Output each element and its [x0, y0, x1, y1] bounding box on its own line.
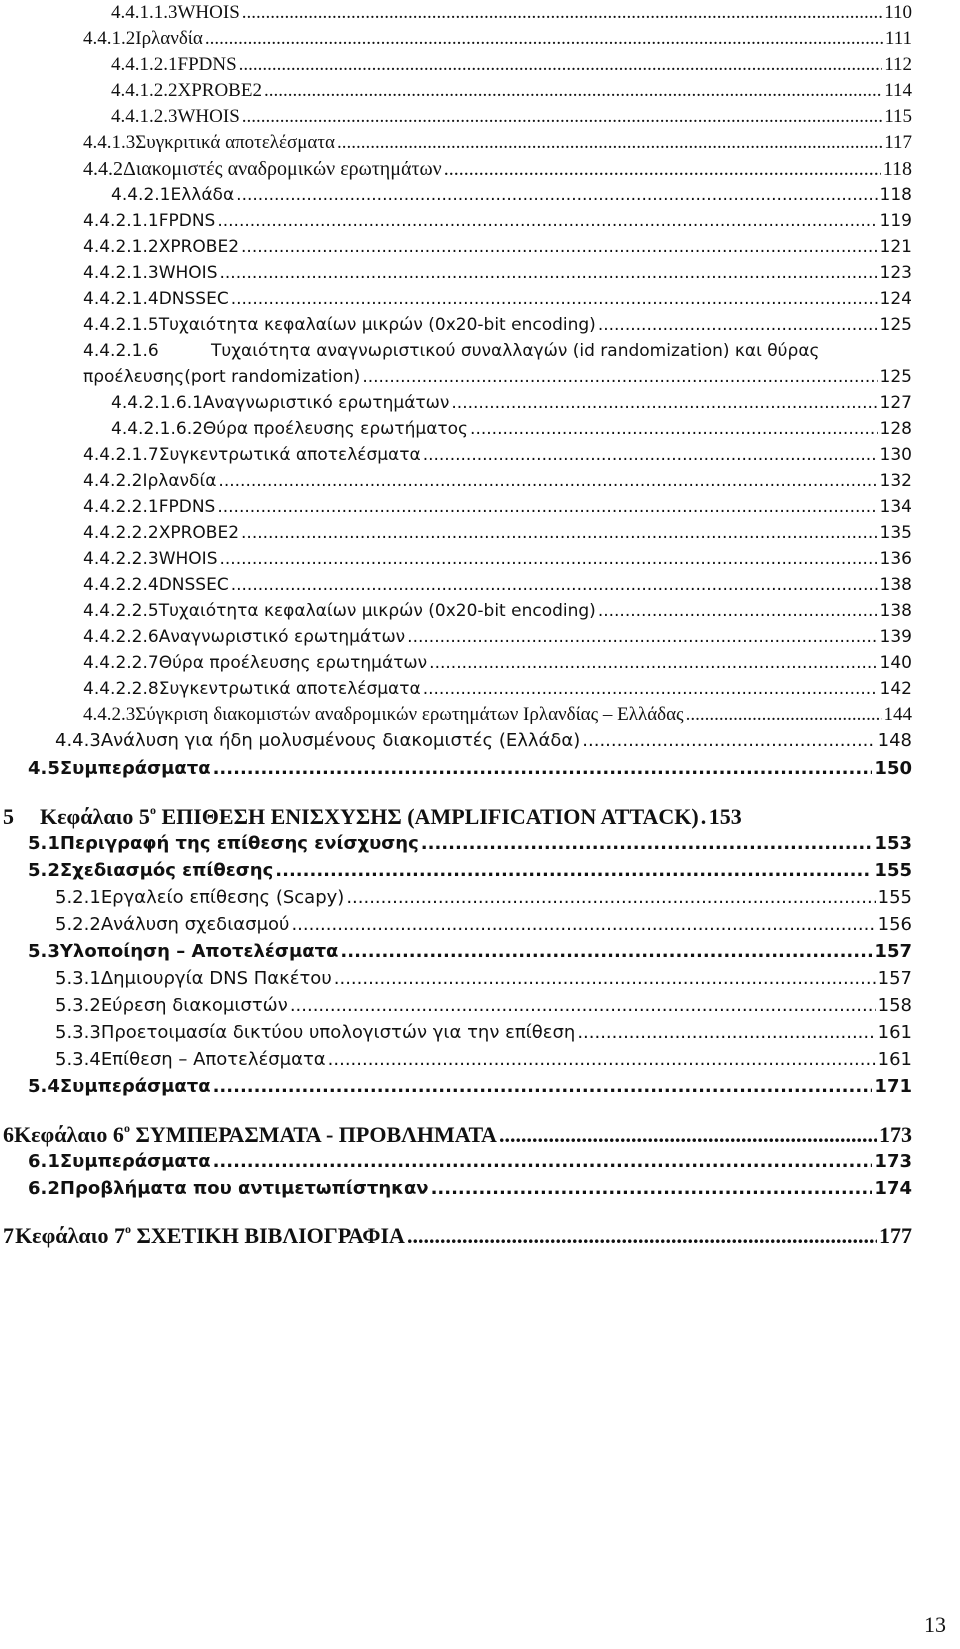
dot-leader: [275, 860, 872, 881]
toc-entry[interactable]: [28, 1151, 912, 1172]
dot-leader: [241, 523, 878, 543]
toc-entry-title: Δημιουργία DNS Πακέτου: [100, 968, 332, 989]
dot-leader: [219, 263, 877, 283]
toc-entry[interactable]: [111, 185, 912, 205]
toc-entry-number: 7: [3, 1223, 14, 1248]
toc-entry-number: 5.3.3: [55, 1022, 101, 1043]
toc-entry-page: 157: [874, 941, 912, 962]
toc-entry-number: 4.4.1.2: [83, 28, 136, 49]
dot-leader: [598, 601, 878, 621]
toc-entry-number: 4.4.2.1.6.2: [111, 419, 203, 439]
toc-entry-number: 4.4.2.2.3: [83, 549, 159, 569]
toc-entry[interactable]: [111, 80, 912, 102]
toc-entry[interactable]: [83, 289, 912, 309]
toc-entry-number: 4.4.1.3: [83, 132, 136, 153]
toc-entry-title: Επίθεση – Αποτελέσματα: [100, 1049, 326, 1070]
toc-entry-number: 4.4.2: [83, 158, 123, 180]
toc-entry[interactable]: [83, 263, 912, 283]
dot-leader: [407, 627, 877, 647]
toc-entry-title: Θύρα προέλευσης ερωτήματος: [202, 419, 469, 439]
toc-entry-page: 150: [874, 758, 912, 779]
toc-entry-page: 155: [877, 887, 912, 908]
toc-entry[interactable]: [83, 575, 912, 595]
toc-entry-page: 115: [884, 106, 912, 127]
toc-entry-title: Εύρεση διακομιστών: [100, 995, 288, 1016]
dot-leader: [231, 575, 878, 595]
toc-entry-title: Προετοιμασία δικτύου υπολογιστών για την επίθεση: [100, 1022, 576, 1043]
toc-entry-number: 6.1: [28, 1151, 60, 1172]
dot-leader: [213, 758, 873, 779]
dot-leader: [217, 211, 877, 231]
toc-entry[interactable]: [111, 106, 912, 128]
toc-entry-title: Σχεδιασμός επίθεσης: [59, 860, 274, 881]
toc-entry-page: 135: [879, 523, 912, 543]
dot-leader: [686, 704, 882, 726]
toc-entry-number: 4.4.2.2.5: [83, 601, 159, 621]
dot-leader: [423, 445, 878, 465]
toc-entry-number: 4.4.2.2.1: [83, 497, 159, 517]
toc-entry-title: Εργαλείο επίθεσης (Scapy): [100, 887, 345, 908]
toc-entry-title: Ιρλανδία: [135, 28, 203, 49]
dot-leader: [346, 887, 875, 908]
toc-entry-page: 134: [879, 497, 912, 517]
toc-entry-page: 173: [879, 1122, 912, 1147]
toc-entry-page: 117: [884, 132, 912, 153]
toc-entry-title: Συμπεράσματα: [59, 758, 211, 779]
dot-leader: [213, 1076, 873, 1097]
toc-entry-title: DNSSEC: [158, 289, 229, 309]
toc-entry-number: 5.1: [28, 833, 60, 854]
page-number: 13: [924, 1612, 946, 1637]
toc-entry-title: WHOIS: [158, 263, 218, 283]
toc-entry-number: 4.4.2.1: [111, 185, 171, 205]
toc-entry-page: 127: [879, 393, 912, 413]
toc-chapter[interactable]: [3, 803, 912, 830]
toc-entry-number: 6: [3, 1122, 14, 1147]
toc-entry[interactable]: [111, 419, 912, 439]
toc-entry-page: 124: [879, 289, 912, 309]
toc-entry-number: 4.4.2.1.3: [83, 263, 159, 283]
toc-entry-page: 157: [877, 968, 912, 989]
toc-entry-page: 158: [877, 995, 912, 1016]
toc-entry[interactable]: [55, 914, 912, 935]
toc-entry-number: 5.3.1: [55, 968, 101, 989]
toc-entry-page: 128: [879, 419, 912, 439]
toc-entry-number: 4.4.2.3: [83, 704, 136, 725]
toc-entry-title: DNSSEC: [158, 575, 229, 595]
toc-entry-number: 5.3: [28, 941, 60, 962]
toc-entry-title: Συγκεντρωτικά αποτελέσματα: [158, 679, 421, 699]
dot-leader: [444, 158, 881, 181]
dot-leader: [421, 833, 873, 854]
toc-entry-page: 156: [877, 914, 912, 935]
toc-entry[interactable]: [28, 941, 912, 962]
toc-entry-title: προέλευσης(port randomization): [83, 367, 361, 387]
toc-entry-number: 5.2.1: [55, 887, 101, 908]
toc-entry-title: Συγκεντρωτικά αποτελέσματα: [158, 445, 421, 465]
toc-chapter[interactable]: [3, 1222, 912, 1249]
toc-entry-title: Θύρα προέλευσης ερωτημάτων: [158, 653, 428, 673]
toc-entry-number: 4.4.1.2.2: [111, 80, 178, 101]
toc-entry-title: WHOIS: [158, 549, 218, 569]
dot-leader: [213, 1151, 873, 1172]
toc-entry-page: 155: [874, 860, 912, 881]
dot-leader: [239, 54, 883, 76]
dot-leader: [407, 1223, 877, 1249]
toc-entry[interactable]: [55, 730, 912, 751]
toc-entry-title: Υλοποίηση – Αποτελέσματα: [59, 941, 339, 962]
toc-entry-title: Κεφάλαιο $5^o$ ΕΠΙΘΕΣΗ ΕΝΙΣΧΥΣΗΣ (AMPLIFICATION ATTACK): [40, 803, 699, 829]
dot-leader: [499, 1122, 877, 1148]
toc-entry[interactable]: [83, 237, 912, 257]
toc-entry-number: 4.4.2.2: [83, 471, 143, 491]
dot-leader: [291, 914, 875, 935]
toc-entry-number: 4.4.2.2.2: [83, 523, 159, 543]
dot-leader: [264, 80, 882, 102]
toc-entry-page: 121: [879, 237, 912, 257]
toc-entry-page: 119: [879, 211, 912, 231]
toc-entry-page: 139: [879, 627, 912, 647]
toc-entry-page: 148: [877, 730, 912, 751]
toc-entry[interactable]: [83, 704, 912, 726]
dot-leader: [241, 237, 878, 257]
toc-entry[interactable]: [83, 158, 912, 181]
toc-entry-page: 130: [879, 445, 912, 465]
toc-entry-page: 144: [883, 704, 912, 725]
toc-entry[interactable]: [83, 445, 912, 465]
toc-entry[interactable]: [83, 341, 820, 361]
toc-entry[interactable]: [55, 995, 912, 1016]
toc-entry-number: 4.4.2.1.1: [83, 211, 159, 231]
toc-entry[interactable]: [55, 1049, 912, 1070]
toc-entry-page: 132: [879, 471, 912, 491]
toc-entry-title: Προβλήματα που αντιμετωπίστηκαν: [59, 1178, 429, 1199]
toc-entry-title: Τυχαιότητα αναγνωριστικού συναλλαγών (id randomization) και θύρας: [211, 341, 820, 361]
toc-entry-number: 4.4.2.2.8: [83, 679, 159, 699]
toc-entry-continuation[interactable]: [83, 367, 912, 387]
toc-entry-number: 4.4.2.1.7: [83, 445, 159, 465]
dot-leader: [242, 2, 882, 24]
toc-entry-number: 4.4.2.1.5: [83, 315, 159, 335]
toc-entry-number: 4.4.2.2.4: [83, 575, 159, 595]
dot-leader: [423, 679, 878, 699]
toc-entry-number: 4.4.1.1.3: [111, 2, 178, 23]
toc-entry-number: 6.2: [28, 1178, 60, 1199]
toc-entry-number: 4.4.2.2.7: [83, 653, 159, 673]
toc-entry[interactable]: [28, 860, 912, 881]
toc-entry[interactable]: [83, 523, 912, 543]
toc-entry[interactable]: [83, 28, 912, 50]
toc-entry[interactable]: [55, 1022, 912, 1043]
toc-entry-number: 5.3.2: [55, 995, 101, 1016]
dot-leader: [242, 106, 882, 128]
toc-entry-number: 4.4.1.2.1: [111, 54, 178, 75]
dot-leader: [582, 730, 875, 751]
dot-leader: [577, 1022, 875, 1043]
dot-leader: [470, 419, 878, 439]
dot-leader: [218, 471, 877, 491]
toc-entry-page: 171: [874, 1076, 912, 1097]
dot-leader: [701, 804, 707, 830]
toc-entry-title: Διακομιστές αναδρομικών ερωτημάτων: [123, 158, 442, 180]
toc-entry-page: 114: [884, 80, 912, 101]
toc-entry-page: 110: [884, 2, 912, 23]
toc-entry[interactable]: [83, 549, 912, 569]
toc-entry-title: XPROBE2: [158, 523, 240, 543]
toc-entry-number: 4.5: [28, 758, 60, 779]
toc-entry-number: 4.4.1.2.3: [111, 106, 178, 127]
dot-leader: [205, 28, 883, 50]
toc-entry[interactable]: [83, 315, 912, 335]
dot-leader: [236, 185, 877, 205]
toc-entry[interactable]: [28, 758, 912, 779]
toc-entry[interactable]: [111, 2, 912, 24]
dot-leader: [429, 653, 877, 673]
toc-entry[interactable]: [83, 627, 912, 647]
toc-entry-title: Ελλάδα: [170, 185, 235, 205]
dot-leader: [598, 315, 878, 335]
dot-leader: [231, 289, 878, 309]
dot-leader: [362, 367, 877, 387]
toc-entry[interactable]: [55, 968, 912, 989]
toc-entry-page: 140: [879, 653, 912, 673]
toc-entry-title: Αναγνωριστικό ερωτημάτων: [202, 393, 450, 413]
toc-chapter[interactable]: [3, 1121, 912, 1148]
toc-entry-number: 5: [3, 804, 14, 829]
toc-entry[interactable]: [28, 1076, 912, 1097]
toc-entry-page: 118: [882, 158, 912, 180]
toc-entry-title: Συμπεράσματα: [59, 1076, 211, 1097]
toc-entry[interactable]: [28, 833, 912, 854]
toc-entry[interactable]: [83, 653, 912, 673]
toc-entry-page: 118: [879, 185, 912, 205]
toc-entry-number: 4.4.2.1.6.1: [111, 393, 203, 413]
toc-entry-title: XPROBE2: [158, 237, 240, 257]
toc-entry-page: 142: [879, 679, 912, 699]
toc-entry-page: 153: [708, 804, 742, 829]
toc-entry[interactable]: [83, 471, 912, 491]
toc-entry-page: 161: [877, 1049, 912, 1070]
toc-entry-page: 174: [874, 1178, 912, 1199]
toc-entry-title: WHOIS: [177, 2, 240, 23]
dot-leader: [328, 1049, 876, 1070]
toc-entry-title: Ανάλυση σχεδιασμού: [100, 914, 290, 935]
toc-entry-title: Ανάλυση για ήδη μολυσμένους διακομιστές (Ελλάδα): [100, 730, 581, 751]
toc-entry-title: XPROBE2: [177, 80, 262, 101]
toc-entry-number: 4.4.3: [55, 730, 101, 751]
toc-entry-page: 138: [879, 575, 912, 595]
toc-entry-title: Συγκριτικά αποτελέσματα: [135, 132, 335, 153]
toc-entry-page: 177: [879, 1223, 912, 1248]
toc-entry[interactable]: [28, 1178, 912, 1199]
toc-entry-page: 153: [874, 833, 912, 854]
toc-entry[interactable]: [111, 393, 912, 413]
toc-entry[interactable]: [55, 887, 912, 908]
toc-entry-number: 4.4.2.1.4: [83, 289, 159, 309]
dot-leader: [431, 1178, 873, 1199]
toc-entry-number: 5.2: [28, 860, 60, 881]
toc-entry-title: FPDNS: [158, 497, 216, 517]
dot-leader: [334, 968, 876, 989]
toc-entry-page: 112: [884, 54, 912, 75]
toc-entry-page: 173: [874, 1151, 912, 1172]
dot-leader: [219, 549, 877, 569]
dot-leader: [340, 941, 872, 962]
dot-leader: [217, 497, 877, 517]
toc-entry-number: 5.4: [28, 1076, 60, 1097]
toc-entry-title: Ιρλανδία: [142, 471, 217, 491]
toc-entry-number: 5.3.4: [55, 1049, 101, 1070]
toc-entry-number: 4.4.2.1.2: [83, 237, 159, 257]
toc-entry-number: 4.4.2.1.6: [83, 341, 159, 361]
dot-leader: [451, 393, 877, 413]
toc-entry-page: 136: [879, 549, 912, 569]
toc-entry-title: FPDNS: [158, 211, 216, 231]
dot-leader: [337, 132, 882, 154]
toc-entry-title: Τυχαιότητα κεφαλαίων μικρών (0x20-bit encoding): [158, 601, 596, 621]
toc-entry-page: 125: [879, 367, 912, 387]
toc-entry-title: Περιγραφή της επίθεσης ενίσχυσης: [59, 833, 419, 854]
toc-entry-title: WHOIS: [177, 106, 240, 127]
toc-entry-number: 4.4.2.2.6: [83, 627, 159, 647]
toc-entry-page: 138: [879, 601, 912, 621]
toc-entry-page: 111: [884, 28, 912, 49]
toc-entry-page: 125: [879, 315, 912, 335]
toc-entry-title: Κεφάλαιο $7^o$ ΣΧΕΤΙΚΗ ΒΙΒΛΙΟΓΡΑΦΙΑ: [15, 1222, 405, 1248]
toc-entry-number: 5.2.2: [55, 914, 101, 935]
toc-entry[interactable]: [83, 132, 912, 154]
toc-entry[interactable]: [111, 54, 912, 76]
dot-leader: [290, 995, 876, 1016]
toc-entry-title: Κεφάλαιο $6^o$ ΣΥΜΠΕΡΑΣΜΑΤΑ - ΠΡΟΒΛΗΜΑΤΑ: [14, 1121, 497, 1147]
toc-entry[interactable]: [83, 679, 912, 699]
toc-entry-title: Συμπεράσματα: [59, 1151, 211, 1172]
toc-entry-title: Σύγκριση διακομιστών αναδρομικών ερωτημάτων Ιρλανδίας – Ελλάδας: [135, 704, 684, 725]
toc-entry[interactable]: [83, 211, 912, 231]
toc-entry-title: Αναγνωριστικό ερωτημάτων: [158, 627, 406, 647]
toc-entry[interactable]: [83, 601, 912, 621]
toc-entry-page: 161: [877, 1022, 912, 1043]
toc-entry[interactable]: [83, 497, 912, 517]
toc-entry-page: 123: [879, 263, 912, 283]
toc-entry-title: Τυχαιότητα κεφαλαίων μικρών (0x20-bit encoding): [158, 315, 596, 335]
toc-entry-title: FPDNS: [177, 54, 237, 75]
